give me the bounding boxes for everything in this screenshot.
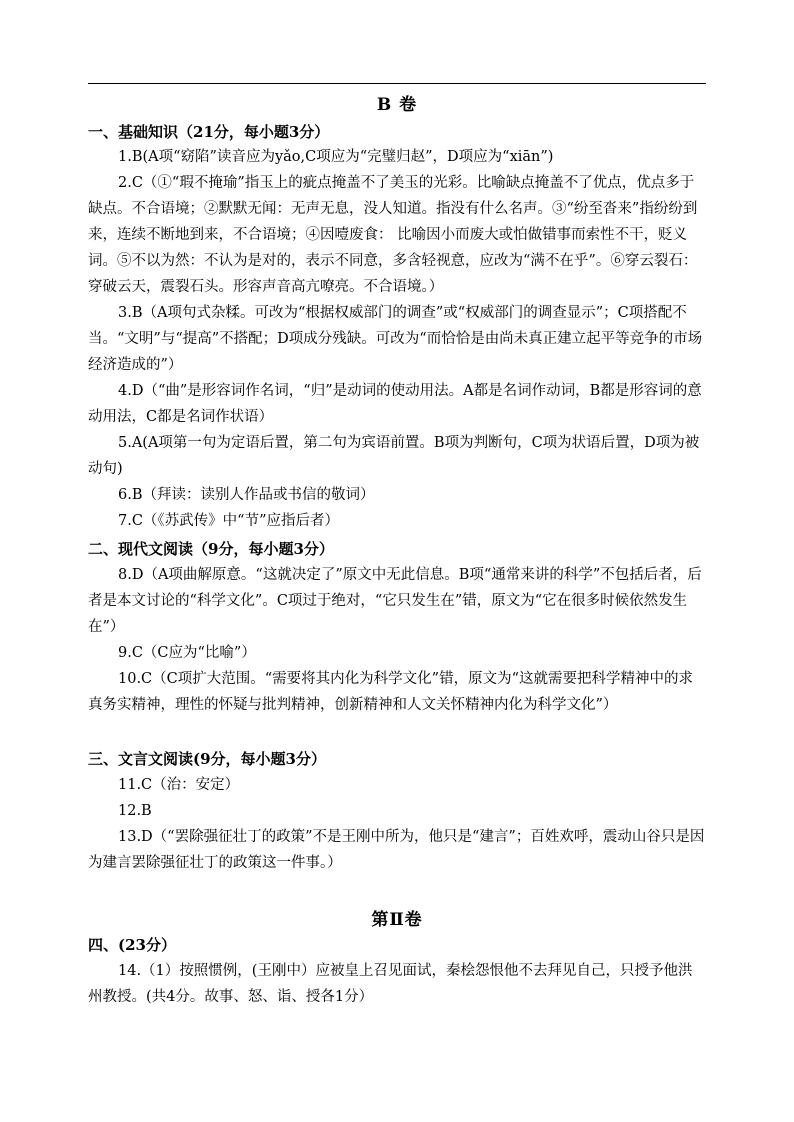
answer-6: 6.B（拜读：读别人作品或书信的敬词） [118,487,375,503]
answer-1: 1.B(A项“窈陷”读音应为yǎo,C项应为“完璧归赵”，D项应为“xiān”) [118,149,554,165]
volume-b-title: B 卷 [376,95,418,115]
answer-11: 11.C（治：安定） [118,777,240,793]
answer-12: 12.B [118,803,152,819]
section-classical-reading: 三、文言文阅读(9分，每小题3分） [88,750,326,768]
answer-10: 10.C（C项扩大范围。“需要将其内化为科学文化”错，原文为“这就需要把科学精神中的求真务实精神，理性的怀疑与批判精神，创新精神和人文关怀精神内化为科学文化”） [88,671,693,713]
section-modern-reading: 二、现代文阅读（9分，每小题3分） [88,540,334,558]
answer-3: 3.B（A项句式杂糅。可改为“根据权威部门的调查”或“权威部门的调查显示”；C项搭配不当。“文明”与“提高”不搭配；D项成分残缺。可改为“而恰恰是由尚未真正建立起平等竞争的市场经济造成的”） [88,305,703,373]
answer-4: 4.D（“曲”是形容词作名词，“归”是动词的使动用法。A都是名词作动词，B都是形容词的意动用法，C都是名词作状语） [88,383,702,425]
answer-9: 9.C（C应为“比喻”） [118,645,256,661]
volume-2-title: 第Ⅱ卷 [371,910,423,930]
answer-13: 13.D（“罢除强征壮丁的政策”不是王刚中所为，他只是“建言”；百姓欢呼，震动山谷只是因为建言罢除强征壮丁的政策这一件事。） [88,829,705,871]
answer-7: 7.C（《苏武传》中“节”应指后者） [118,513,340,529]
answer-8: 8.D（A项曲解原意。“这就决定了”原文中无此信息。B项“通常来讲的科学”不包括后者，后者是本文讨论的“科学文化”。C项过于绝对，“它只发生在”错，原文为“它在很多时候依然发生在”） [88,567,702,635]
section-four: 四、(23分） [88,936,176,954]
section-basic-knowledge: 一、基础知识（21分，每小题3分） [88,123,330,141]
answer-2: 2.C（①“瑕不掩瑜”指玉上的疵点掩盖不了美玉的光彩。比喻缺点掩盖不了优点，优点多于缺点。不合语境；②默默无闻：无声无息，没人知道。指没有什么名声。③“纷至沓来”指纷纷到来，连续不断地到来，不合语境；④因噎废食： 比喻因小而废大或怕做错事而索性不干，贬义词。⑤不以为然：不认为是对的，表示不同意，多含轻视意，应改为“满不在乎”。⑥穿云裂石：穿破云天，震裂石头。形容声音高亢嘹亮。不合语境。） [88,175,698,295]
answer-5: 5.A(A项第一句为定语后置，第二句为宾语前置。B项为判断句，C项为状语后置，D项为被动句) [88,435,700,477]
top-rule [88,83,706,84]
answer-14: 14.（1）按照惯例，(王刚中）应被皇上召见面试，秦桧怨恨他不去拜见自己，只授予他洪州教授。(共4分。故事、怒、诣、授各1分） [88,963,693,1005]
